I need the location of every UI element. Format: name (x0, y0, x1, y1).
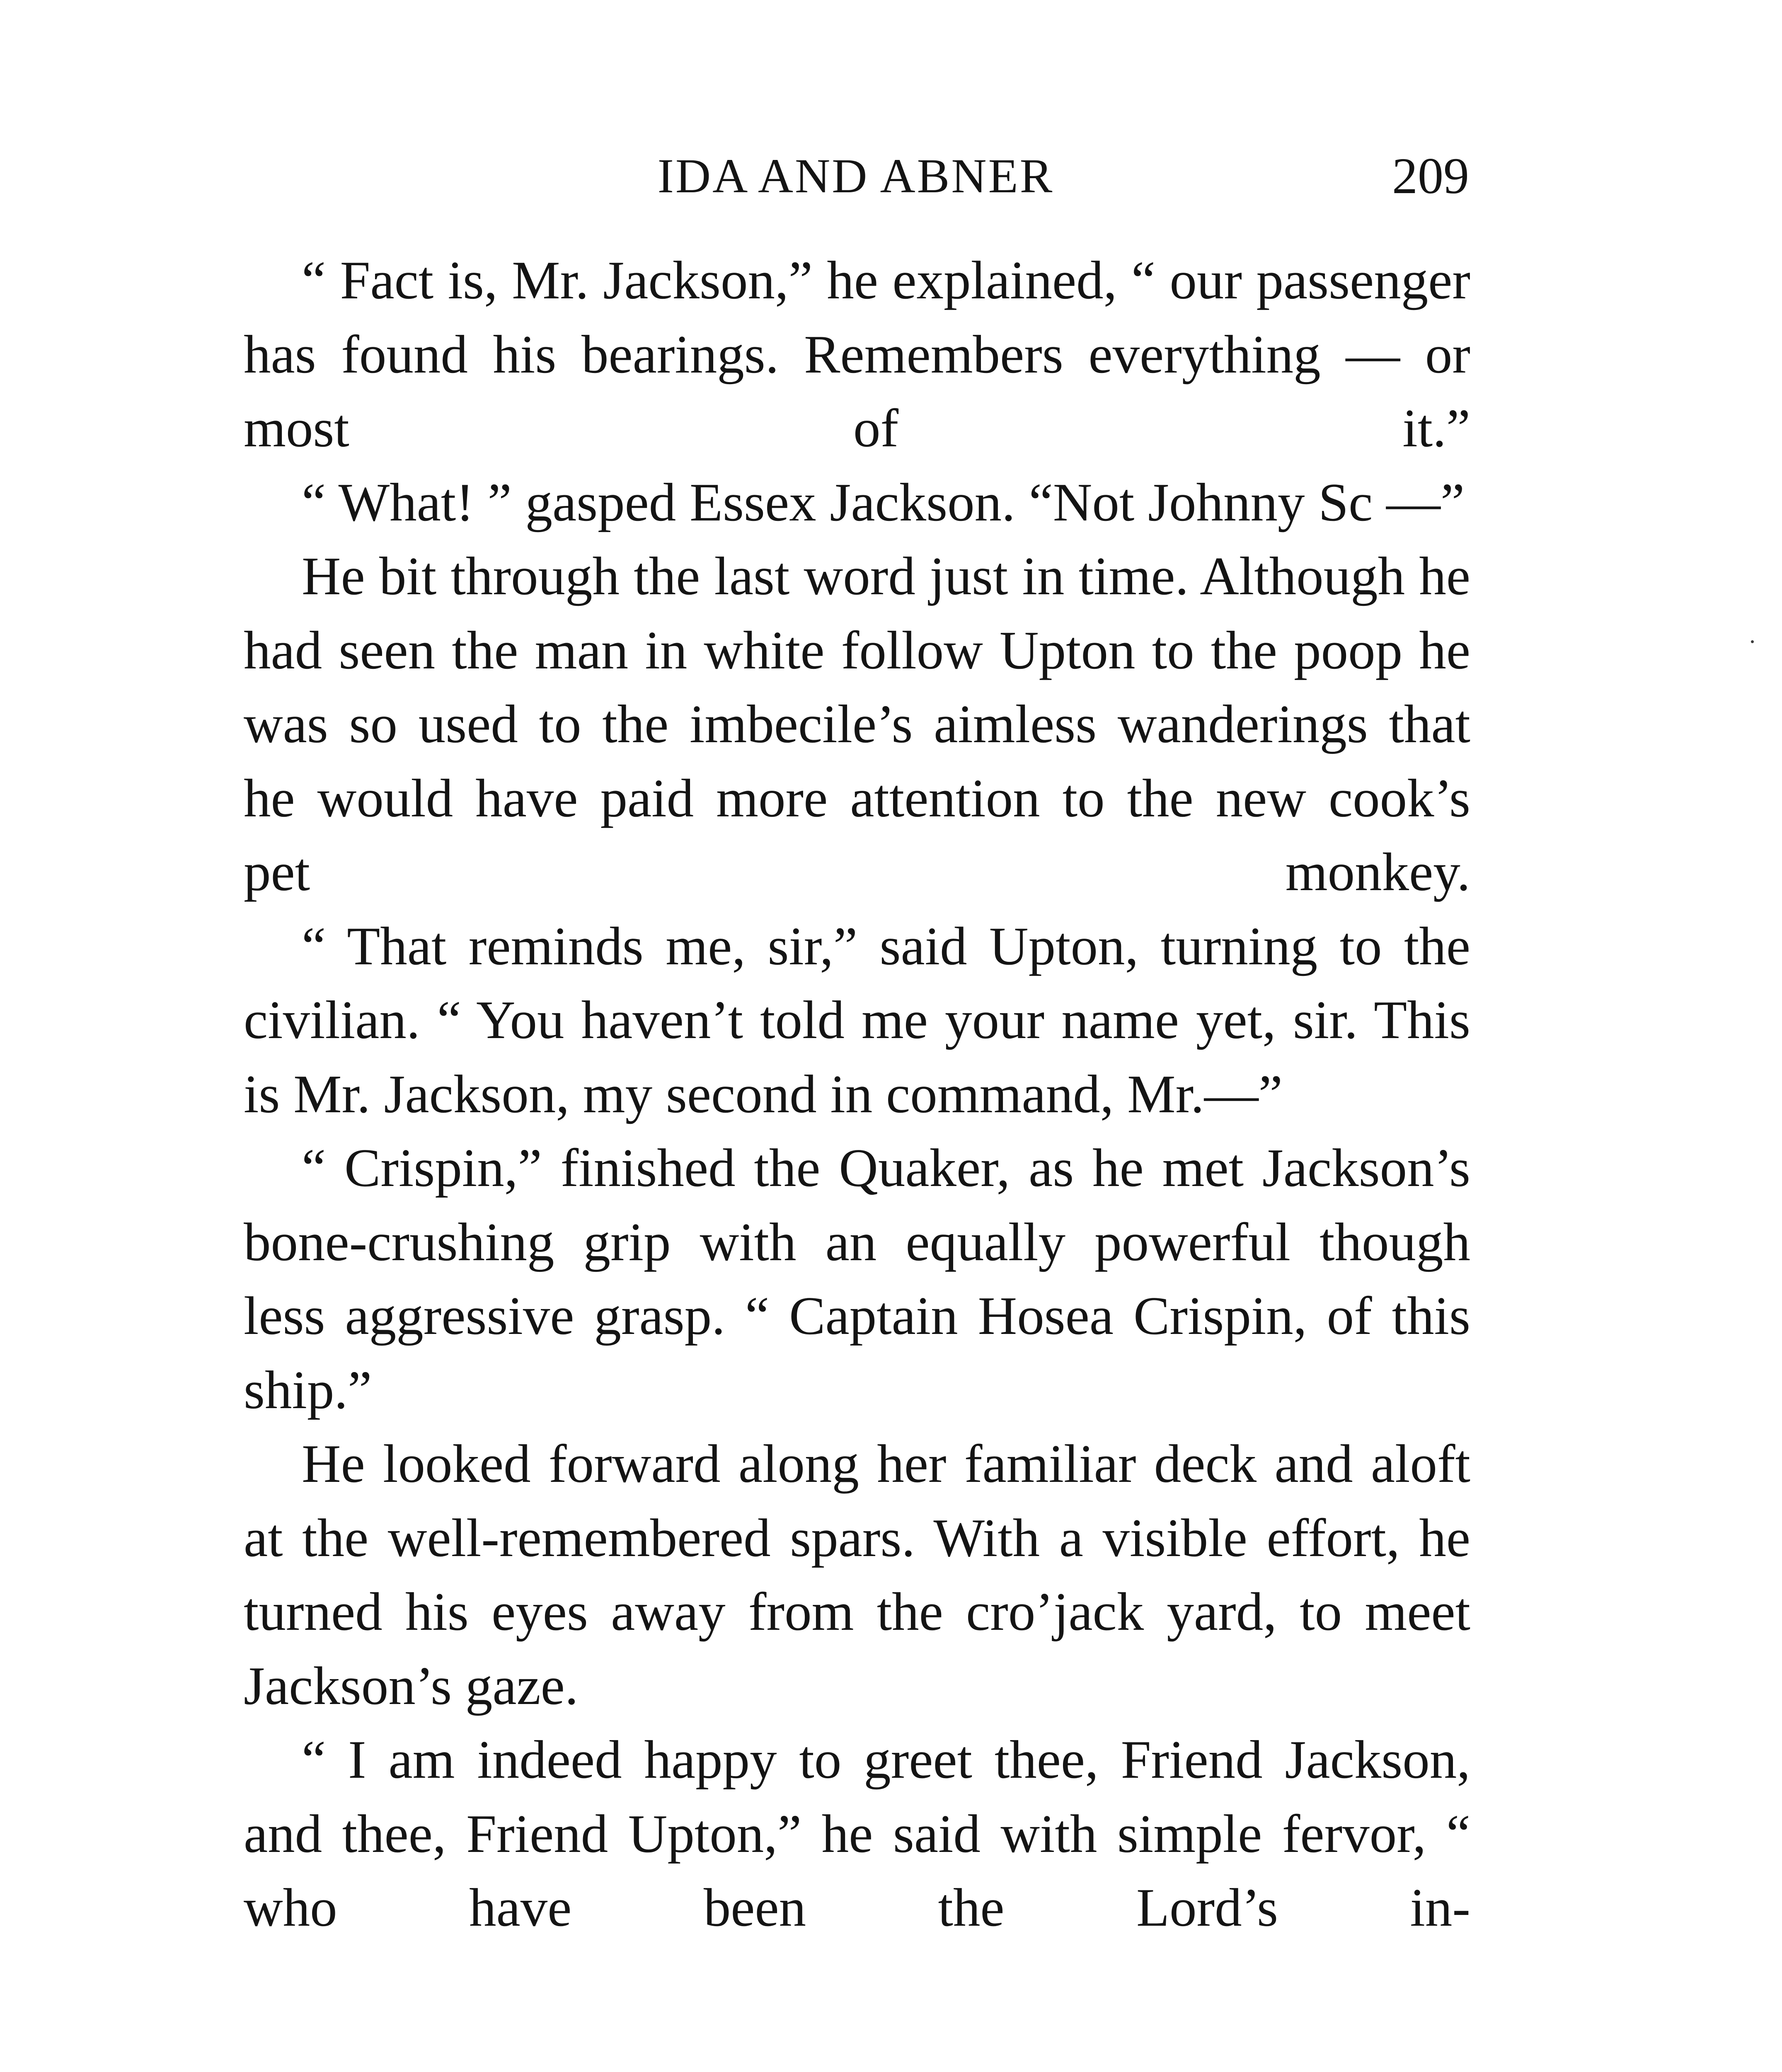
paragraph: “ Fact is, Mr. Jackson,” he explained, “ our passenger has found his bearings. Remembers everything — or most of it.” (244, 250, 1470, 458)
paragraph: “ Crispin,” finished the Quaker, as he met Jackson’s bone-crushing grip with an equally powerful though less aggressive grasp. “ Captain Hosea Crispin, of this ship.” (244, 1138, 1470, 1420)
paragraph: “ That reminds me, sir,” said Upton, turning to the civilian. “ You haven’t told me your name yet, sir. This is Mr. Jackson, my second in command, Mr.—” (244, 916, 1470, 1124)
page-number: 209 (1392, 148, 1469, 204)
paragraph: “ What! ” gasped Essex Jackson. “Not Johnny Sc —” (302, 472, 1465, 533)
ink-speck (1751, 640, 1754, 643)
body-text (244, 244, 1470, 1945)
running-title: IDA AND ABNER (657, 149, 1054, 203)
running-head (242, 143, 1469, 209)
paragraph: “ I am indeed happy to greet thee, Friend Jackson, and thee, Friend Upton,” he said with simple fervor, “ who have been the Lord’s in- (244, 1730, 1470, 1938)
paragraph: He looked forward along her familiar deck and aloft at the well-remembered spars. With a visible effort, he turned his eyes away from the cro’jack yard, to meet Jackson’s gaze. (244, 1434, 1470, 1716)
paragraph: He bit through the last word just in time. Although he had seen the man in white follow Upton to the poop he was so used to the imbecile’s aimless wanderings that he would have paid more attention to the new cook’s pet monkey. (244, 546, 1470, 902)
